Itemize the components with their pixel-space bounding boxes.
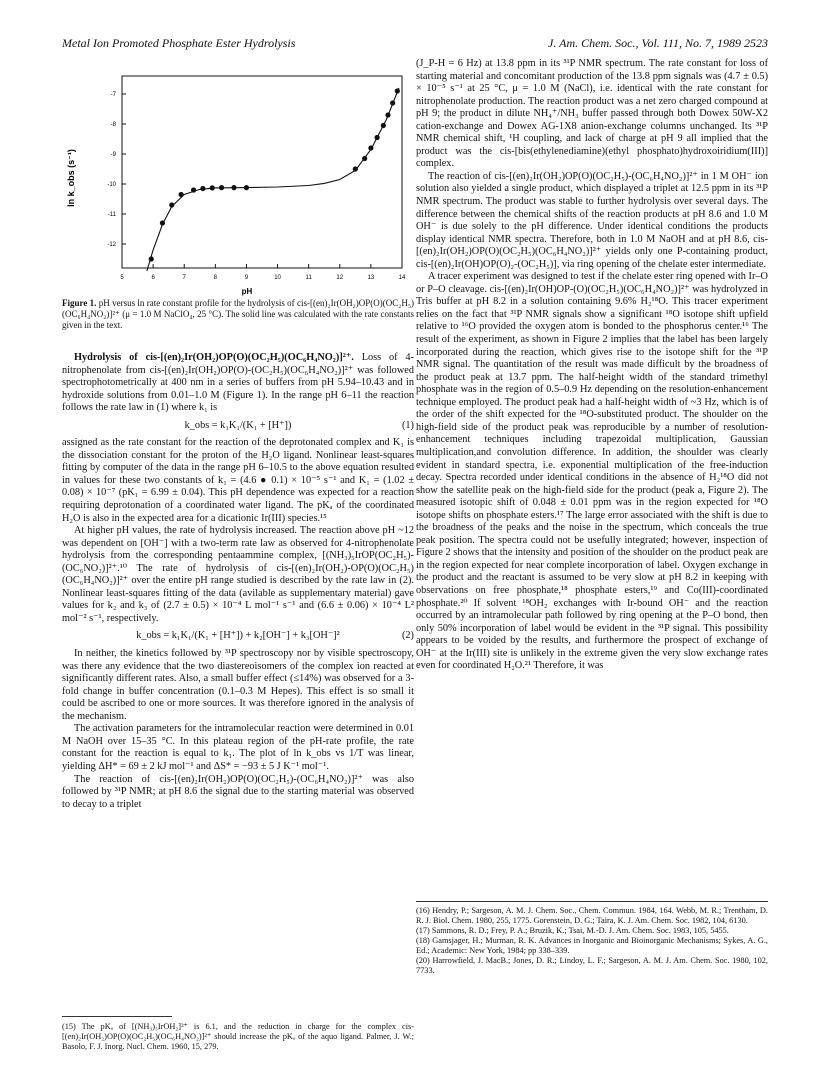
data-point <box>385 112 390 117</box>
paragraph: Loss of 4-nitrophenolate from cis-[(en)₂Ir(OH₂)OP(O)-(OC₂H₅)(OC₆H₄NO₂)]²⁺ was followed spectrophotometrically at 400 nm in a series of buffers from pH 5.94–10.43 and in hydroxide solutions from 0.01–1.0 M (Figure 1). In the range pH 6–11 the reaction follows the rate law in (1) where k₁ is <box>62 352 414 414</box>
data-point <box>149 256 154 261</box>
data-point <box>191 187 196 192</box>
references <box>416 906 768 976</box>
data-point <box>210 185 215 190</box>
ph-rate-chart <box>62 68 414 298</box>
references-rule <box>416 901 768 902</box>
y-tick-label: -10 <box>107 182 116 188</box>
data-point <box>395 88 400 93</box>
equation-text: k_obs = k₁K₁/(K₁ + [H⁺]) <box>184 419 292 431</box>
reference: (18) Gamsjager, H.; Murman, R. K. Advances in Inorganic and Bioinorganic Mechanisms; Sykes, A. G., Ed.; Academic: New York, 1984; pp 338–339. <box>416 936 768 955</box>
equation-number: (2) <box>401 630 414 642</box>
data-point <box>179 192 184 197</box>
y-tick-label: -11 <box>107 212 116 218</box>
paragraph: The activation parameters for the intramolecular reaction were determined in 0.01 M NaOH over 15–35 °C. In this plateau region of the pH-rate profile, the rate constant for the reaction is equal to k₁. The plot of ln k_obs vs 1/T was linear, yielding ΔH* = 69 ± 2 kJ mol⁻¹ and ΔS* = −93 ± 5 J K⁻¹ mol⁻¹. <box>62 723 414 772</box>
caption-label: Figure 1. <box>62 298 97 308</box>
y-tick-label: -8 <box>110 122 116 128</box>
x-tick-label: 9 <box>244 275 249 281</box>
x-tick-label: 6 <box>151 275 155 281</box>
equation-text: k_obs = k₁K₁/(K₁ + [H⁺]) + k₂[OH⁻] + k₃[OH⁻]² <box>136 630 340 642</box>
x-tick-label: 13 <box>367 275 375 281</box>
fit-curve <box>147 88 399 271</box>
footnote-rule <box>62 1016 172 1017</box>
reference: (20) Harrowfield, J. MacB.; Jones, D. R.; Lindoy, L. F.; Sargeson, A. M. J. Am. Chem. Soc. 1980, 102, 7733. <box>416 956 768 975</box>
plot-frame <box>122 76 402 268</box>
x-tick-label: 5 <box>120 275 124 281</box>
footnote-15: (15) The pKₐ of [(NH₃)₅IrOH₂]³⁺ is 6.1, and the reduction in charge for the complex cis-[(en)₂Ir(OH₂)OP(O)(OC₂H₅)(OC₆H₄NO₂)]²⁺ should increase the pKₐ of the aquo ligand. Palmer, J. W.; Basolo, F. J. Inorg. Nucl. Chem. 1960, 15, 279. <box>62 1022 414 1051</box>
paragraph: assigned as the rate constant for the reaction of the deprotonated complex and K₁ is the dissociation constant for the proton of the H₂O ligand. Nonlinear least-squares fitting by computer of the data in the range pH 6–10.5 to the above equation resulted in values for these two constants of k₁ = (4.6 ● 0.1) × 10⁻⁵ s⁻¹ and K₁ = (1.02 ± 0.08) × 10⁻⁷ (pK₁ = 6.99 ± 0.04). This pH dependence was expected for a reaction requiring deprotonation of a coordinated water ligand. The pKₐ of the coordinated H₂O is also in the expected area for a dicationic Ir(III) species.¹⁵ <box>62 437 414 524</box>
data-point <box>160 220 165 225</box>
equation-number: (1) <box>401 419 414 431</box>
paragraph: In neither, the kinetics followed by ³¹P spectroscopy nor by visible spectroscopy, was there any evidence that the two diastereoisomers of the complex ion reacted at significantly different rates. Also, a small buffer effect (≤14%) was observed for a 3-fold change in buffer concentration (0.1–0.3 M Hepes). This effect is so small it could be ascribed to one or more sources. It was therefore ignored in the analysis of the mechanism. <box>62 648 414 722</box>
x-tick-label: 14 <box>398 275 406 281</box>
data-point <box>368 145 373 150</box>
data-point <box>362 156 367 161</box>
running-header-left: Metal Ion Promoted Phosphate Ester Hydrolysis <box>62 36 296 50</box>
equation-2 <box>62 630 414 643</box>
section-heading: Hydrolysis of cis-[(en)₂Ir(OH₂)OP(O)(OC₂H₅)(OC₆H₄NO₂)]²⁺. <box>74 352 354 363</box>
running-header-right: J. Am. Chem. Soc., Vol. 111, No. 7, 1989 2523 <box>548 36 768 50</box>
reference: (16) Hendry, P.; Sargeson, A. M. J. Chem. Soc., Chem. Commun. 1984, 164. Webb, M. R.; Trentham, D. R. J. Biol. Chem. 1980, 255, 1775. Gorenstein, D. G.; Taira, K. J. Am. Chem. Soc. 1982, 104, 6130. <box>416 906 768 925</box>
reference: (17) Sammons, R. D.; Frey, P. A.; Bruzik, K.; Tsai, M.-D. J. Am. Chem. Soc. 1983, 105, 5455. <box>416 926 729 935</box>
x-tick-label: 7 <box>182 275 186 281</box>
chart-marks <box>147 88 400 271</box>
paragraph: At higher pH values, the rate of hydrolysis increased. The reaction above pH ~12 was dependent on [OH⁻] with a two-term rate law as observed for 4-nitrophenolate hydrolysis from the corresponding pentaammine complex, [(NH₃)₅IrOP(OC₂H₅)-(OC₆NO₂)]²⁺.¹⁰ The rate of hydrolysis of cis-[(en)₂Ir(OH₂)-OP(O)(OC₂H₅)(OC₆H₄NO₂)]²⁺ over the entire pH range studied is described by the rate law in (2). Nonlinear least-squares fitting of the data (avilable as supplementary material) gave values for k₂ and k₃ of (2.7 ± 0.5) × 10⁻⁴ L mol⁻¹ s⁻¹ and (6.6 ± 0.06) × 10⁻⁴ L² mol⁻² s⁻¹, respectively. <box>62 525 414 624</box>
data-point <box>219 185 224 190</box>
y-axis-label: ln k_obs (s⁻¹) <box>66 149 76 207</box>
data-point <box>169 202 174 207</box>
figure-1 <box>62 68 414 298</box>
x-tick-label: 12 <box>336 275 344 281</box>
left-column <box>62 352 414 811</box>
x-tick-label: 10 <box>274 275 281 281</box>
paragraph: A tracer experiment was designed to test if the chelate ester ring opened with Ir–O or P–O cleavage. cis-[(en)₂Ir(OH)OP-(O)(OC₂H₅)(OC₆H₄NO₂)]²⁺ was hydrolyzed in Tris buffer at pH 8.2 in a solution containing 9.6% H₂¹⁸O. This tracer experiment relies on the fact that ³¹P NMR signals show a significant ¹⁸O isotope shift upfield relative to ¹⁶O provided the oxygen atom is bonded to the phosphorus center.¹⁶ The result of the experiment, as shown in Figure 2 implies that the label has been largely incorporated during the reaction, which gives rise to the isotope shift for the ³¹P NMR signal. The quantitation of the result was made difficult by the broadness of the product peak at 13.7 ppm. The half-height width of the standard trimethyl phosphate was in the region of 0.5–0.9 Hz depending on the resolution-enhancement technique employed. The product peak had a half-height width of ~3 Hz, which is of the order of the shift expected for the ¹⁸O-substituted product. The shoulder on the high-field side of the product peak was reproducible by a number of resolution-enhancement techniques including trapezoidal multiplication, Gaussian multiplication,and convolution difference. In addition, the shoulder was clearly evident in standard spectra, i.e. exponential multiplication of the free-induction decay. Spectra recorded under identical conditions in the absence of H₂¹⁸O did not show the satellite peak on the high-field side for the product (peak a, Figure 2). The measured isotopic shift of 0.048 ± 0.01 ppm was in the region expected for ¹⁸O isotope shifts on phosphate esters.¹⁷ The large error associated with the shift is due to the broadness of the peaks and the noise in the spectrum, which conceals the true peak position. The spectra could not be usefully integrated; however, inspection of Figure 2 shows that the intensity and position of the shoulder on the product peak are in the region expected for near complete incorporation of label. Oxygen exchange in the product and the reactant is assumed to be very slow at pH 8.2 in keeping with observations on free phosphate,¹⁸ phosphate esters,¹⁹ and Co(III)-coordinated phosphate.²⁰ If solvent ¹⁸OH₂ exchanges with Ir-bound OH⁻ and the reaction occurred by an intramolecular path followed by ring opening at the P–O bond, then only 50% incorporation of label would be evident in the ³¹P signal. This possibility appears to be voided by the results, and furthermore the prospect of exchange of OH⁻ at the Ir(III) site is unlikely in the extreme given the very slow exchange rates even for coordinated H₂O.²¹ Therefore, it was <box>416 271 768 672</box>
caption-text: pH versus ln rate constant profile for the hydrolysis of cis-[(en)₂Ir(OH₂)OP(O)(OC₂H₅)(OC₆H₄NO₂)]²⁺ (μ = 1.0 M NaClO₄, 25 °C). The solid line was calculated with the rate constants given in the text. <box>62 298 414 330</box>
figure-caption <box>62 298 414 331</box>
data-point <box>353 166 358 171</box>
paragraph: The reaction of cis-[(en)₂Ir(OH₂)OP(O)(OC₂H₅)-(OC₆H₄NO₂)]²⁺ in 1 M OH⁻ ion solution also yielded a single product, which displayed a triplet at 12.5 ppm in its ³¹P NMR spectrum. The product was stable to further hydrolysis over several days. The difference between the chemical shifts of the reaction products at pH 8.6 and 1.0 M OH⁻ is due solely to the pH difference. Under identical conditions the products display identical NMR spectra. Therefore, both in 1.0 M NaOH and at pH 8.6, cis-[(en)₂Ir(OH₂)OP(O)(OC₂H₅)(OC₆H₄NO₂)]²⁺ yields only one P-containing product, cis-[(en)₂Ir(OH)OP(O)₂-(OC₂H₅)], via ring opening of the chelate ester intermediate. <box>416 170 768 270</box>
y-tick-label: -9 <box>110 152 116 158</box>
data-point <box>390 100 395 105</box>
data-point <box>244 185 249 190</box>
data-point <box>231 185 236 190</box>
data-point <box>200 186 205 191</box>
data-point <box>381 123 386 128</box>
paragraph: The reaction of cis-[(en)₂Ir(OH₂)OP(O)(OC₂H₅)-(OC₆H₄NO₂)]²⁺ was also followed by ³¹P NMR; at pH 8.6 the signal due to the starting material was observed to decay to a triplet <box>62 773 414 810</box>
data-point <box>375 135 380 140</box>
x-tick-label: 8 <box>213 275 218 281</box>
right-column <box>416 58 768 673</box>
y-tick-label: -12 <box>107 242 116 248</box>
chart-axes <box>107 76 406 281</box>
paragraph: (J_P-H = 6 Hz) at 13.8 ppm in its ³¹P NMR spectrum. The rate constant for loss of starting material and concomitant production of the 13.8 ppm signals was (4.7 ± 0.5) × 10⁻⁵ s⁻¹ at 25 °C, μ = 1.0 M (NaCl), i.e. identical with the rate constant for nitrophenolate production. The reaction product was a net zero charged compound at pH 9; the product in dilute NH₄⁺/NH₃ buffer passed through both Dowex 50W-X2 cation-exchange and Dowex AG-1X8 anion-exchange columns unchanged. Its ³¹P NMR chemical shift, ¹H coupling, and lack of charge at pH 9 all implied that the product was the cis-[bis(ethylenediamine)(ethyl phosphato)hydroxoiridium(III)] complex. <box>416 58 768 170</box>
equation-1 <box>62 420 414 433</box>
x-tick-label: 11 <box>305 275 312 281</box>
y-tick-label: -7 <box>110 92 116 98</box>
x-axis-label: pH <box>241 287 253 296</box>
